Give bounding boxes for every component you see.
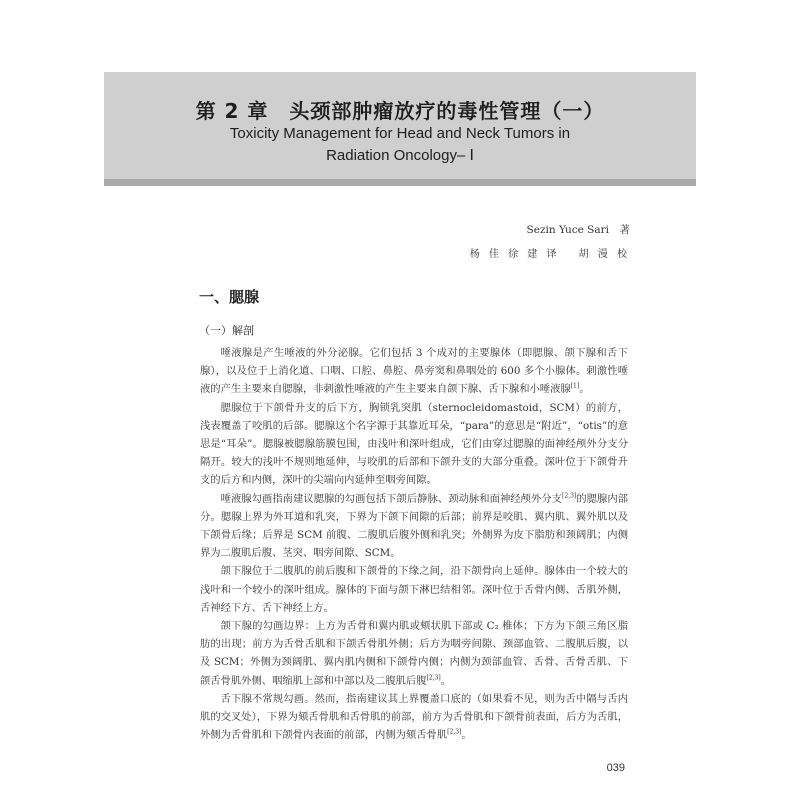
citation: [2,3] — [426, 674, 441, 682]
body-text — [200, 344, 628, 744]
author-line: Sezin Yuce Sari 著 — [526, 224, 630, 236]
paragraph: 唾液腺勾画指南建议腮腺的勾画包括下颌后静脉、颈动脉和面神经颅外分支[2,3]的腮腺内部分。腮腺上界为外耳道和乳突，下界为下颌下间隙的后部；前界是咬肌、翼内肌、翼外肌以及下颌骨后缘；后界是 SCM 前腹、二腹肌后腹外侧和乳突；外侧界为皮下脂肪和颈阔肌；内侧界为二腹肌后腹、茎突、咽旁间隙、SCM。 — [200, 492, 628, 560]
paragraph: 颌下腺位于二腹肌的前后腹和下颌骨的下缘之间，沿下颌骨向上延伸。腺体由一个较大的浅叶和一个较小的深叶组成。腺体的下面与颌下淋巴结相邻。深叶位于舌骨内侧、舌肌外侧，舌神经下方、舌下神经上方。 — [200, 565, 628, 614]
chapter-title-english-line1: Toxicity Management for Head and Neck Tumors in — [229, 125, 571, 142]
paragraph: 颌下腺的勾画边界：上方为舌骨和翼内肌或颊状肌下部或 C₂ 椎体；下方为下颌三角区脂肪的出现；前方为舌骨舌肌和下颌舌骨肌外侧；后方为咽旁间隙、颈部血管、二腹肌后腹，以及 SCM；外侧为颈阔肌、翼内肌内侧和下颌骨内侧；内侧为颈部血管、舌骨、舌骨舌肌、下颌舌骨肌外侧、咽缩肌上部和中部以及二腹肌后腹[2,3]。 — [200, 620, 628, 687]
chapter-title-english-line2: Radiation Oncology– Ⅰ — [326, 147, 474, 164]
chapter-title-chinese: 第 2 章 头颈部肿瘤放疗的毒性管理（一） — [195, 99, 605, 123]
page-number: 039 — [606, 762, 625, 774]
chapter-title-banner — [104, 72, 696, 186]
citation: [2,3] — [447, 728, 462, 736]
translator-line: 杨 佳 徐 建 译 胡 漫 校 — [469, 249, 630, 260]
citation: [2,3] — [562, 492, 577, 500]
subsection-heading: （一）解剖 — [199, 324, 254, 337]
paragraph: 舌下腺不常规勾画。然而，指南建议其上界覆盖口底的（如果看不见，则为舌中隔与舌内肌的交叉处），下界为颏舌骨肌和舌骨肌的前部，前方为舌骨肌和下颌骨前表面，后方为舌肌，外侧为舌骨肌和下颌骨内表面的前部，内侧为颏舌骨肌[2,3]。 — [200, 692, 628, 742]
paragraph: 腮腺位于下颌骨升支的后下方，胸锁乳突肌（sternocleidomastoid，SCM）的前方，浅表覆盖了咬肌的后部。腮腺这个名字源于其靠近耳朵，“para”的意思是“附近”，“otis”的意思是“耳朵”。腮腺被腮腺筋膜包围，由浅叶和深叶组成，它们由穿过腮腺的面神经颅外分支分隔开。较大的浅叶不规则地延伸，与咬肌的后部和下颌升支的大部分重叠。深叶位于下颌骨升支的后方和内侧，深叶的尖端向内延伸至咽旁间隙。 — [200, 401, 628, 487]
citation: [1] — [570, 382, 580, 390]
chapter-title-english — [104, 123, 696, 167]
section-heading: 一、腮腺 — [199, 288, 260, 306]
paragraph: 唾液腺是产生唾液的外分泌腺。它们包括 3 个成对的主要腺体（即腮腺、颌下腺和舌下腺），以及位于上消化道、口咽、口腔、鼻腔、鼻旁窦和鼻咽处的 600 多个小腺体。刺激性唾液的产生主要来自腮腺，非刺激性唾液的产生主要来自颌下腺、舌下腺和小唾液腺[1]。 — [200, 347, 628, 396]
